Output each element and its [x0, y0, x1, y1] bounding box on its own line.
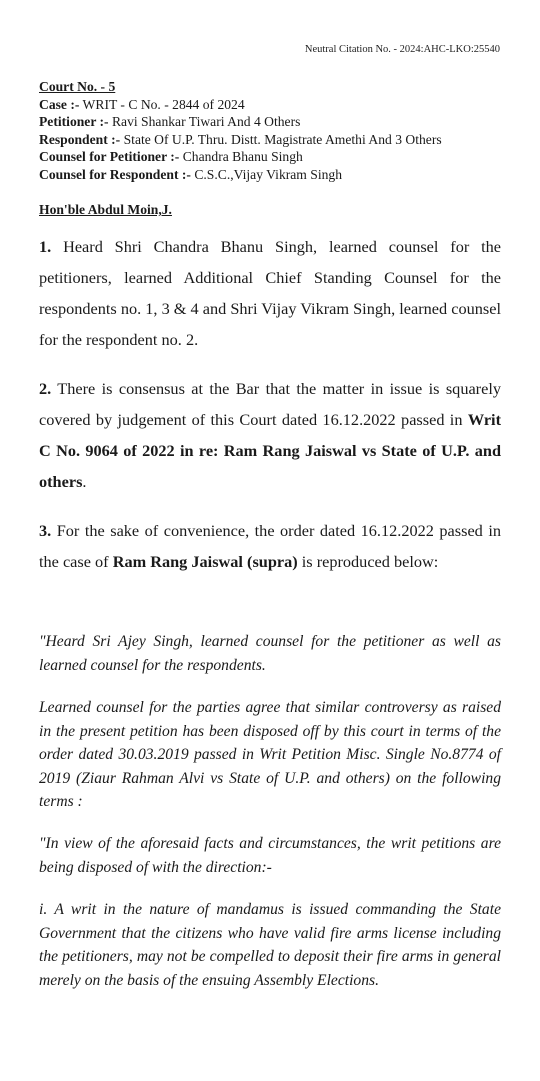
counsel-respondent-value: C.S.C.,Vijay Vikram Singh	[190, 166, 342, 182]
paragraph-number: 1.	[39, 237, 52, 256]
quoted-paragraph-4: i. A writ in the nature of mandamus is issued commanding the State Government that the citizens who have valid fire arms license including the petitioners, may not be compelled to deposit their fire arms in general merely on the basis of the ensuing Assembly Elections.	[39, 901, 501, 989]
case-reference: Ram Rang Jaiswal (supra)	[112, 552, 298, 571]
case-label: Case :-	[39, 96, 80, 112]
counsel-respondent-label: Counsel for Respondent :-	[39, 166, 191, 182]
petitioner-value: Ravi Shankar Tiwari And 4 Others	[108, 114, 301, 130]
judge-name: Hon'ble Abdul Moin,J.	[39, 202, 172, 217]
paragraph-text: is reproduced below:	[297, 552, 439, 571]
case-value: WRIT - C No. - 2844 of 2024	[79, 96, 245, 112]
paragraph-2	[39, 373, 501, 497]
paragraph-text: Heard Shri Chandra Bhanu Singh, learned counsel for the petitioners, learned Additional Chief Standing Counsel for the respondents no. 1, 3 & 4 and Shri Vijay Vikram Singh, learned counsel for the respondent no. 2.	[39, 237, 501, 349]
paragraph-number: 2.	[39, 379, 52, 398]
neutral-citation: Neutral Citation No. - 2024:AHC-LKO:25540	[304, 44, 500, 55]
quoted-paragraph-3: "In view of the aforesaid facts and circumstances, the writ petitions are being disposed of with the direction:-	[39, 835, 501, 876]
counsel-respondent-row	[39, 166, 509, 184]
counsel-petitioner-value: Chandra Bhanu Singh	[179, 149, 303, 165]
court-number-row	[39, 78, 509, 96]
case-row	[39, 96, 509, 114]
quoted-paragraph-2: Learned counsel for the parties agree that similar controversy as raised in the present petition has been disposed off by this court in terms of the order dated 30.03.2019 passed in Writ Petition Misc. Single No.8774 of 2019 (Ziaur Rahman Alvi vs State of U.P. and others) on the following terms :	[39, 699, 501, 810]
paragraph-number: 3.	[39, 521, 52, 540]
paragraph-text: There is consensus at the Bar that the matter in issue is squarely covered by judgement of this Court dated 16.12.2022 passed in	[39, 379, 501, 429]
paragraph-text: For the sake of convenience, the order dated 16.12.2022 passed in the case of	[39, 521, 501, 571]
counsel-petitioner-row	[39, 148, 509, 166]
petitioner-label: Petitioner :-	[39, 114, 109, 130]
paragraph-1	[39, 231, 501, 355]
case-header	[39, 78, 509, 184]
paragraph-text: .	[82, 472, 87, 491]
court-number: Court No. - 5	[39, 79, 116, 94]
case-reference: Writ C No. 9064 of 2022 in re: Ram Rang Jaiswal vs State of U.P. and others	[39, 410, 501, 491]
respondent-row	[39, 131, 509, 149]
paragraph-3	[39, 515, 501, 577]
respondent-value: State Of U.P. Thru. Distt. Magistrate Amethi And 3 Others	[120, 131, 442, 147]
counsel-petitioner-label: Counsel for Petitioner :-	[39, 149, 180, 165]
quoted-paragraph-1: "Heard Sri Ajey Singh, learned counsel for the petitioner as well as learned counsel for the respondents.	[39, 633, 501, 674]
respondent-label: Respondent :-	[39, 131, 121, 147]
petitioner-row	[39, 113, 509, 131]
